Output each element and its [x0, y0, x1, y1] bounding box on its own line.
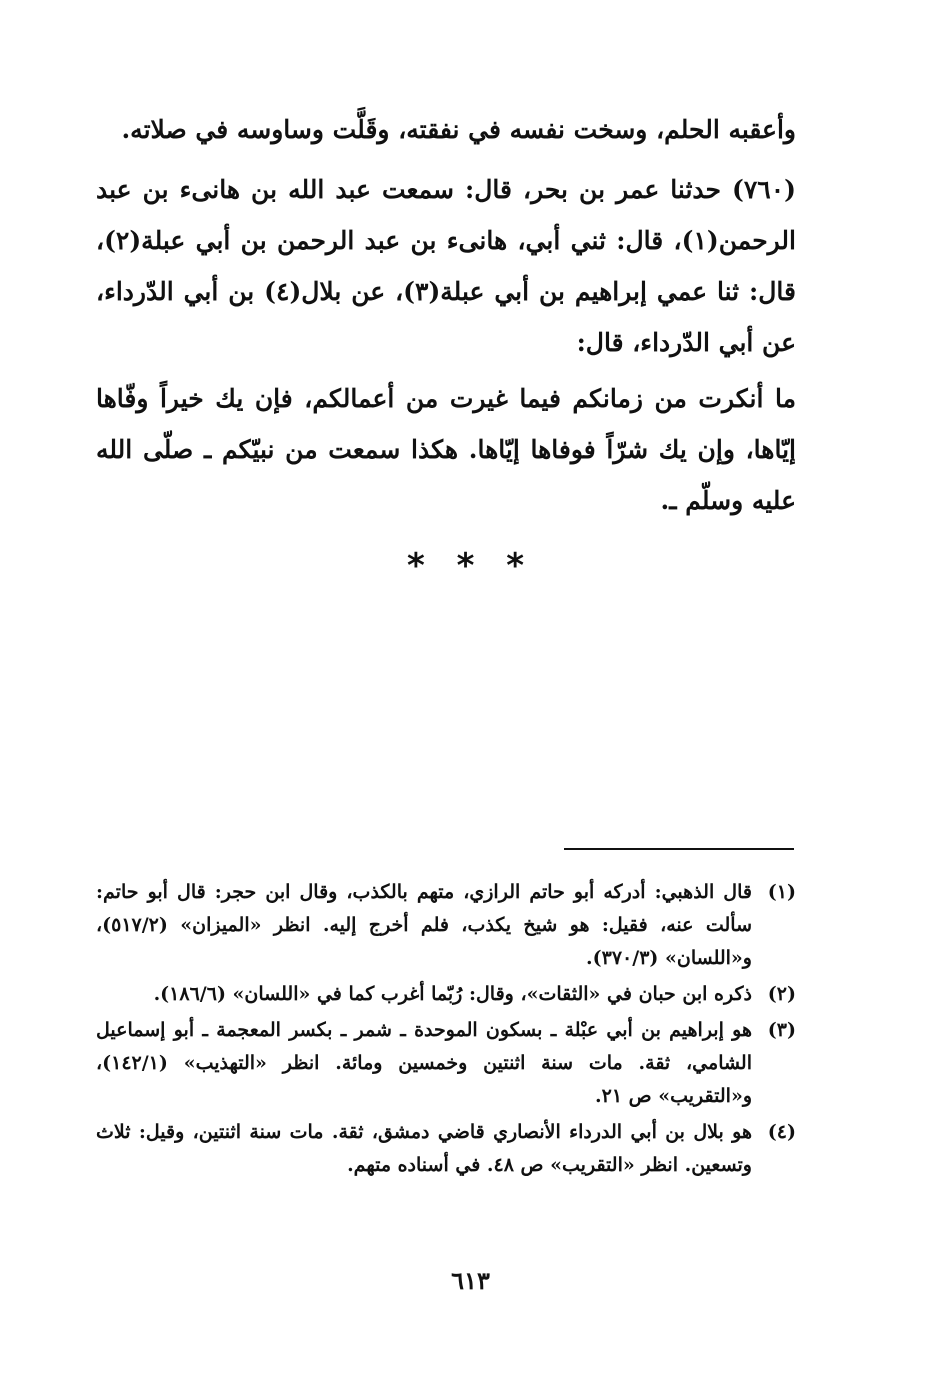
footnote-text: ذكره ابن حبان في «الثقات»، وقال: رُبّما أغرب كما في «اللسان» (١٨٦/٦).: [153, 983, 752, 1005]
footnote-item: [96, 1116, 796, 1182]
footnote-number: (١): [767, 881, 796, 903]
paragraph-continuation: وأعقبه الحلم، وسخت نفسه في نفقته، وقَلَّت وساوسه في صلاته.: [121, 115, 796, 144]
footnote-number: (٤): [767, 1121, 796, 1143]
section-separator: * * *: [406, 546, 534, 586]
footnote-item: [96, 876, 796, 975]
footnote-number: (٢): [767, 983, 796, 1005]
footnote-text: هو إبراهيم بن أبي عبْلة ـ بسكون الموحدة ـ شمر ـ بكسر المعجمة ـ أبو إسماعيل الشامي، ثقة. مات سنة اثنتين وخمسين ومائة. انظر «التهذيب» (١٤٢/١)، و«التقريب» ص ٢١.: [96, 1019, 752, 1107]
footnote-text: قال الذهبي: أدركه أبو حاتم الرازي، متهم بالكذب، وقال ابن حجر: قال أبو حاتم: سألت عنه، فقيل: هو شيخ يكذب، فلم أخرج إليه. انظر «الميزان» (٥١٧/٢)، و«اللسان» (٣٧٠/٣).: [96, 881, 752, 969]
paragraph-hadith-text: ما أنكرت من زمانكم فيما غيرت من أعمالكم، فإن يك خيراً وفّاها إيّاها، وإن يك شرّاً فوفاها إيّاها. هكذا سمعت من نبيّكم ـ صلّى الله عليه وسلّم ـ.: [96, 384, 796, 515]
footnote-divider: [564, 848, 794, 850]
footnote-item: [96, 978, 796, 1011]
footnote-item: [96, 1014, 796, 1113]
footnote-number: (٣): [767, 1019, 796, 1041]
paragraph-hadith-chain: (٧٦٠) حدثنا عمر بن بحر، قال: سمعت عبد الله بن هانىء بن عبد الرحمن(١)، قال: ثني أبي، هانىء بن عبد الرحمن بن أبي عبلة(٢)، قال: ثنا عمي إبراهيم بن أبي عبلة(٣)، عن بلال(٤) بن أبي الدّرداء، عن أبي الدّرداء، قال:: [96, 175, 796, 357]
footnote-text: هو بلال بن أبي الدرداء الأنصاري قاضي دمشق، ثقة. مات سنة اثنتين، وقيل: ثلاث وتسعين. انظر «التقريب» ص ٤٨. في أسناده متهم.: [96, 1121, 752, 1176]
footnotes: [96, 876, 796, 1185]
page-number: ٦١٣: [451, 1266, 490, 1295]
